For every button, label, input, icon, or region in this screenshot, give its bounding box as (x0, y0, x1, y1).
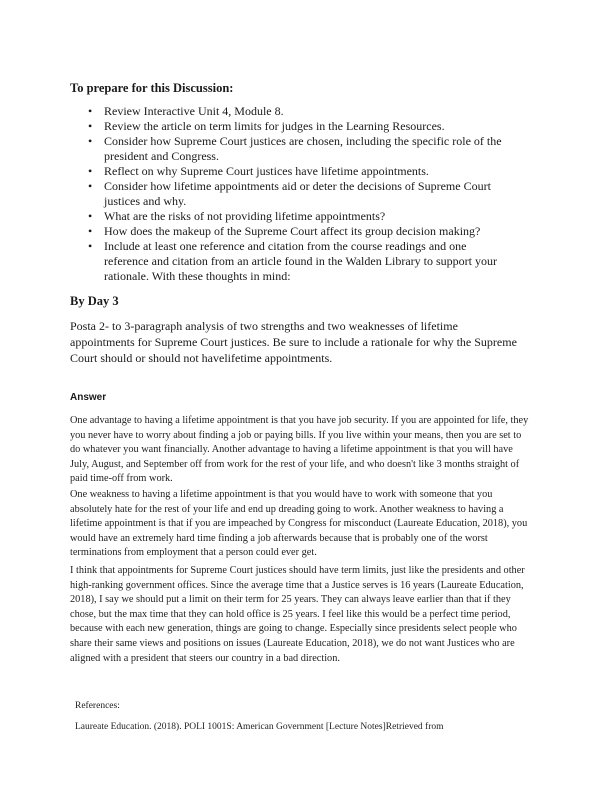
list-item: • Review the article on term limits for judges in the Learning Resources. (70, 119, 510, 134)
answer-paragraph: One advantage to having a lifetime appointment is that you have job security. If you are appointed for life, they you never have to worry about finding a job or paying bills. If you live within your means, then you are set to do whatever you want financially. Another advantage to having a lifetime appointment is that you will have July, August, and September off from work for the rest of your life, and who doesn't like 3 months straight of paid time-off from work. (70, 415, 529, 485)
list-item: • What are the risks of not providing lifetime appointments? (70, 209, 510, 224)
references-label: References: (75, 701, 120, 711)
by-day-instructions: Posta 2- to 3-paragraph analysis of two strengths and two weaknesses of lifetime appointments for Supreme Court justices. Be sure to include a rationale for why the Supreme Court should or should not havelifetime appointments. (70, 319, 517, 365)
by-day-heading: By Day 3 (70, 294, 119, 308)
list-item: • Include at least one reference and citation from the course readings and one reference and citation from an article found in the Walden Library to support your rationale. With these thoughts in mind: (70, 239, 510, 284)
list-item: • Consider how Supreme Court justices are chosen, including the specific role of the president and Congress. (70, 134, 510, 164)
list-item: • How does the makeup of the Supreme Court affect its group decision making? (70, 224, 510, 239)
prepare-bullet-list (70, 104, 510, 284)
reference-entry: Laureate Education. (2018). POLI 1001S: American Government [Lecture Notes]Retrieved from (75, 722, 444, 732)
list-item: • Review Interactive Unit 4, Module 8. (70, 104, 510, 119)
list-item: • Consider how lifetime appointments aid or deter the decisions of Supreme Court justices and why. (70, 179, 510, 209)
answer-paragraph: I think that appointments for Supreme Court justices should have term limits, just like the presidents and other high-ranking government offices. Since the average time that a Justice serves is 16 years (Laureate Education, 2018), I say we should put a limit on their term for 25 years. They can always leave earlier than that if they chose, but the max time that they can hold office is 25 years. I feel like this would be a perfect time period, because with each new generation, things are going to change. Especially since presidents select people who share their same views and positions on issues (Laureate Education, 2018), we do not want Justices who are aligned with a president that steers our country in a bad direction. (70, 565, 525, 664)
list-item: • Reflect on why Supreme Court justices have lifetime appointments. (70, 164, 510, 179)
prepare-heading: To prepare for this Discussion: (70, 81, 234, 95)
answer-paragraph: One weakness to having a lifetime appointment is that you would have to work with someone that you absolutely hate for the rest of your life and end up dreading going to work. Another weakness to having a lifetime appointment is that if you are impeached by Congress for misconduct (Laureate Education, 2018), you would have an extremely hard time finding a job afterwards because that is probably one of the worst terminations from employment that a person could ever get. (70, 489, 528, 559)
answer-heading: Answer (70, 392, 107, 403)
